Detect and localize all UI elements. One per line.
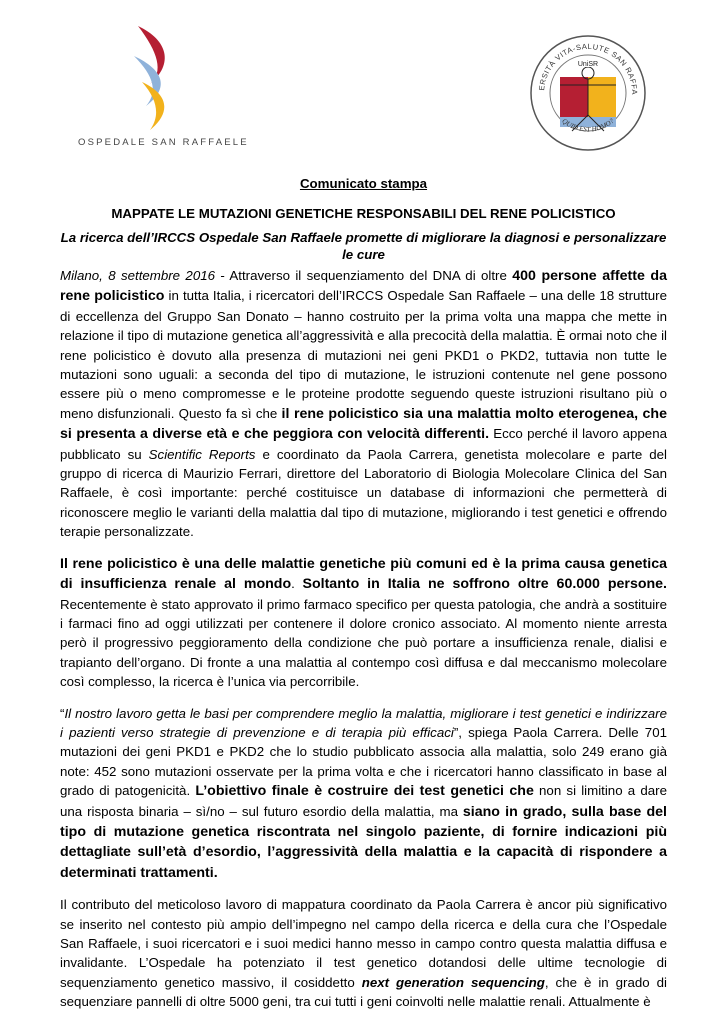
paragraph-1: Milano, 8 settembre 2016 - Attraverso il sequenziamento del DNA di oltre 400 persone affette da rene policistico in tutta Italia, i ricercatori dell’IRCCS Ospedale San Raffaele – una delle 18 strutture di eccellenza del Gruppo San Donato – hanno costruito per la prima volta una mappa che mette in relazione il tipo di mutazione genetica all’aggressività e alla precocità della malattia. È ormai noto che il rene policistico è dovuto alla presenza di mutazioni nei geni PKD1 o PKD2, tuttavia non tutte le mutazioni sono uguali: a seconda del tipo di mutazione, le istruzioni contenute nel gene possono essere più o meno compromesse e le proteine prodotte seguendo queste istruzioni risultano più o meno disfunzionali. Questo fa sì che il rene policistico sia una malattia molto eterogenea, che si presenta a diverse età e che peggiora con velocità differenti. Ecco perché il lavoro appena pubblicato su Scientific Reports e coordinato da Paola Carrera, genetista molecolare e parte del gruppo di ricerca di Maurizio Ferrari, direttore del Laboratorio di Biologia Molecolare Clinica del San Raffaele, è così importante: perché costituisce un database di informazioni che permetterà di riconoscere meglio le varianti della malattia dal tipo di mutazione, migliorando i test genetici e offrendo terapie personalizzate. <box>60 268 667 540</box>
paragraph-2: Il rene policistico è una delle malattie genetiche più comuni ed è la prima causa genetica di insufficienza renale al mondo. Soltanto in Italia ne soffrono oltre 60.000 persone. Recentemente è stato approvato il primo farmaco specifico per questa patologia, che andrà a sostituire i farmaci fino ad oggi utilizzati per contenere il dolore cronico associato. Al momento niente arresta però il progressivo peggioramento della condizione che può portare a insufficienza renale, dialisi e trapianto dell’organo. Di fronte a una malattia al contempo così diffusa e dal meccanismo molecolare così complesso, la ricerca è l’unica via percorribile. <box>60 555 667 690</box>
press-release-label: Comunicato stampa <box>299 176 428 191</box>
paragraph-3: “Il nostro lavoro getta le basi per comprendere meglio la malattia, migliorare i test genetici e indirizzare i pazienti verso strategie di prevenzione e di terapia più efficaci”, spiega Paola Carrera. Delle 701 mutazioni dei geni PKD1 e PKD2 che lo studio pubblicato associa alla malattia, solo 249 erano già note: 452 sono mutazioni osservate per la prima volta e che i ricercatori hanno classificato in base al grado di patogenicità. L’obiettivo finale è costruire dei test genetici che non si limitino a dare una risposta binaria – sì/no – sul futuro esordio della malattia, ma siano in grado, sulla base del tipo di mutazione genetica riscontrata nel singolo paziente, di fornire indicazioni più dettagliate sull’età d’esordio, l’aggressività della malattia e la capacità di rispondere a determinati trattamenti. <box>60 705 667 881</box>
seal-badge-text: UniSR <box>577 61 599 68</box>
hospital-logo <box>78 22 249 152</box>
vitruvian-seal-icon <box>528 33 648 153</box>
paragraph-4: Il contributo del meticoloso lavoro di mappatura coordinato da Paola Carrera è ancor più significativo se inserito nel contesto più ampio dell’impegno nel campo della ricerca e della cura che l’Ospedale San Raffaele, i suoi ricercatori e i suoi medici hanno messo in campo contro questa malattia diffusa e invalidante. L’Ospedale ha potenziato il test genetico dotandosi delle ultime tecnologie di sequenziamento genetico massivo, il cosiddetto next generation sequencing, che è in grado di sequenziare pannelli di oltre 5000 geni, tra cui tutti i geni coinvolti nelle malattie renali. Attualmente è <box>60 897 667 1010</box>
seal-ring-text: ERSITÀ VITA-SALUTE SAN RAFFA <box>537 41 640 96</box>
seal-motto: QUID EST HOMO? <box>560 117 616 134</box>
dateline: Milano, 8 settembre 2016 <box>60 268 216 283</box>
hospital-ribbon-icon <box>128 22 180 132</box>
article-body <box>60 266 667 1024</box>
university-seal <box>528 33 648 153</box>
hospital-name: OSPEDALE SAN RAFFAELE <box>78 137 249 148</box>
page-subtitle: La ricerca dell’IRCCS Ospedale San Raffaele promette di migliorare la diagnosi e personalizzare le cure <box>60 230 667 262</box>
page-title: MAPPATE LE MUTAZIONI GENETICHE RESPONSABILI DEL RENE POLICISTICO <box>111 206 616 221</box>
